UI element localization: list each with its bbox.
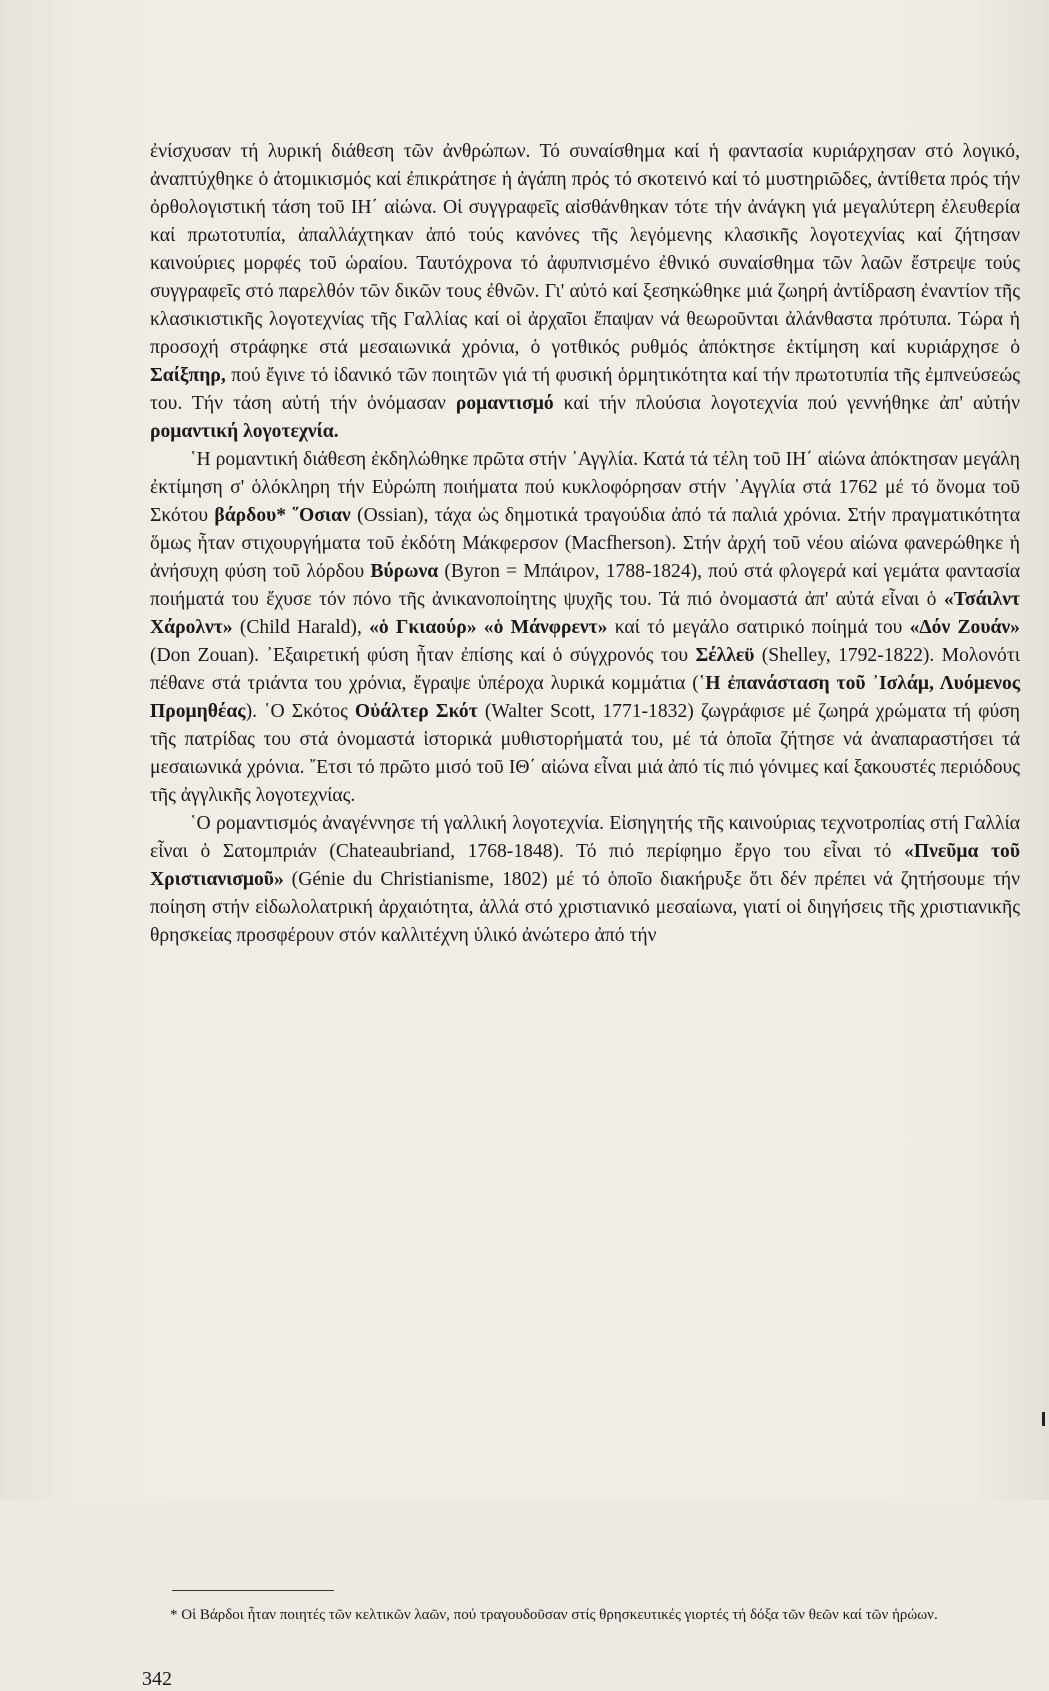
paragraph: [150, 810, 1020, 950]
bold-term: «Τσάιλντ Χάρολντ»: [150, 589, 1020, 638]
text-run: πού ἔγινε τό ἰδανικό τῶν ποιητῶν γιά τή φυσική ὁρμητικότητα καί τήν πρωτοτυπία τῆς ἐμπνεύσεώς του. Τήν τάση αὐτή τήν ὀνόμασαν: [150, 365, 1020, 414]
bold-term: «Πνεῦμα τοῦ Χριστιανισμοῦ»: [150, 841, 1020, 890]
text-run: καί τό μεγάλο σατιρικό ποίημά του: [607, 617, 910, 638]
bold-term: «Δόν Ζουάν»: [909, 617, 1020, 638]
bold-term: Σαίξπηρ,: [150, 365, 226, 386]
paragraph: [150, 446, 1020, 810]
text-run: [477, 617, 484, 638]
bold-term: ρομαντική λογοτεχνία.: [150, 421, 339, 442]
bold-term: βάρδου* ῞Οσιαν: [214, 505, 351, 526]
text-run: ῾Ο ρομαντισμός ἀναγέννησε τή γαλλική λογοτεχνία. Εἰσηγητής τῆς καινούριας τεχνοτροπίας στή Γαλλία εἶναι ὁ Σατομπριάν (Chateaubriand, 1768-1848). Τό πιό περίφημο ἔργο του εἶναι τό: [150, 813, 1020, 862]
bold-term: Σέλλεϋ: [695, 645, 755, 666]
footnote: * Οἱ Βάρδοι ἦταν ποιητές τῶν κελτικῶν λαῶν, πού τραγουδοῦσαν στίς θρησκευτικές γιορτές τή δόξα τῶν θεῶν καί τῶν ἡρώων.: [170, 1607, 938, 1623]
text-run: (Ossian), τάχα ὡς δημοτικά τραγούδια ἀπό τά παλιά χρόνια. Στήν πραγματικότητα ὅμως ἦταν στιχουργήματα τοῦ ἐκδότη Μάκφερσον (Macfherson). Στήν ἀρχή τοῦ νέου αἰώνα φανερώθηκε ἡ ἀνήσυχη φύση τοῦ λόρδου: [150, 505, 1021, 582]
bold-term: «ὁ Μάνφρεντ»: [483, 617, 608, 638]
bold-term: Οὐάλτερ Σκότ: [354, 701, 478, 722]
text-run: (Shelley, 1792-1822). Μολονότι πέθανε στά τριάντα του χρόνια, ἔγραψε ὑπέροχα λυρικά κομμάτια (: [150, 645, 1020, 694]
bold-term: Βύρωνα: [370, 561, 439, 582]
text-run: (Don Zouan). ᾿Εξαιρετική φύση ἦταν ἐπίσης καί ὁ σύγχρονός του: [150, 645, 696, 666]
bold-term: «ὁ Γκιαούρ»: [369, 617, 477, 638]
main-text: [150, 138, 1020, 950]
bold-term: ῾Η ἐπανάσταση τοῦ ᾿Ισλάμ, Λυόμενος Προμηθέας: [150, 673, 1021, 722]
text-run: (Child Harald),: [232, 617, 370, 638]
page-number: 342: [142, 1668, 172, 1690]
bold-term: ρομαντισμό: [455, 393, 554, 414]
footnote-divider: [172, 1590, 334, 1591]
text-run: (Byron = Μπάιρον, 1788-1824), πού στά φλογερά καί γεμάτα φαντασία ποιήματά του ἔχυσε τόν πόνο τῆς ἀνικανοποίητης ψυχῆς του. Τά πιό ὀνομαστά ἀπ' αὐτά εἶναι ὁ: [150, 561, 1021, 610]
text-run: (Génie du Christianisme, 1802) μέ τό ὁποῖο διακήρυξε ὅτι δέν πρέπει νά ζητήσουμε τήν ποίηση στήν εἰδωλολατρική ἀρχαιότητα, ἀλλά στό χριστιανικό μεσαίωνα, γιατί οἱ διηγήσεις τῆς χριστιανικῆς θρησκείας προσφέρουν στόν καλλιτέχνη ὑλικό ἀνώτερο ἀπό τήν: [150, 869, 1020, 946]
text-run: ῾Η ρομαντική διάθεση ἐκδηλώθηκε πρῶτα στήν ᾿Αγγλία. Κατά τά τέλη τοῦ ΙΗ΄ αἰώνα ἀπόκτησαν μεγάλη ἐκτίμηση σ' ὁλόκληρη τήν Εὐρώπη ποιήματα πού κυκλοφόρησαν στήν ᾿Αγγλία στά 1762 μέ τό ὄνομα τοῦ Σκότου: [150, 449, 1020, 526]
edge-mark: [1042, 1412, 1045, 1426]
text-run: ). ῾Ο Σκότος: [245, 701, 355, 722]
text-run: (Walter Scott, 1771-1832) ζωγράφισε μέ ζωηρά χρώματα τή φύση τῆς πατρίδας του στά ὀνομαστά ἱστορικά μυθιστορήματά του, μέ τά ὁποῖα ζήτησε νά ἀναπαραστήσει τά μεσαιωνικά χρόνια. ῎Ετσι τό πρῶτο μισό τοῦ ΙΘ΄ αἰώνα εἶναι μιά ἀπό τίς πιό γόνιμες καί ξακουστές περιόδους τῆς ἀγγλικῆς λογοτεχνίας.: [150, 701, 1020, 806]
text-run: ἐνίσχυσαν τή λυρική διάθεση τῶν ἀνθρώπων. Τό συναίσθημα καί ἡ φαντασία κυριάρχησαν στό λογικό, ἀναπτύχθηκε ὁ ἀτομικισμός καί ἐπικράτησε ἡ ἀγάπη πρός τό σκοτεινό καί τό μυστηριῶδες, ἀντίθετα πρός τήν ὀρθολογιστική τάση τοῦ ΙΗ΄ αἰώνα. Οἱ συγγραφεῖς αἰσθάνθηκαν τότε τήν ἀνάγκη γιά μεγαλύτερη ἐλευθερία καί πρωτοτυπία, ἀπαλλάχτηκαν ἀπό τούς κανόνες τῆς λεγόμενης κλασικῆς λογοτεχνίας καί ζήτησαν καινούριες μορφές τοῦ ὡραίου. Ταυτόχρονα τό ἀφυπνισμένο ἐθνικό συναίσθημα τῶν λαῶν ἔστρεψε τούς συγγραφεῖς στό παρελθόν τῶν δικῶν τους ἐθνῶν. Γι' αὐτό καί ξεσηκώθηκε μιά ζωηρή ἀντίδραση ἐναντίον τῆς κλασικιστικῆς λογοτεχνίας τῆς Γαλλίας καί οἱ ἀρχαῖοι ἔπαψαν νά θεωροῦνται ἀλάνθαστα πρότυπα. Τώρα ἡ προσοχή στράφηκε στά μεσαιωνικά χρόνια, ὁ γοτθικός ρυθμός ἀπόκτησε ἐκτίμηση καί κυριάρχησε ὁ: [150, 141, 1020, 358]
text-run: καί τήν πλούσια λογοτεχνία πού γεννήθηκε ἀπ' αὐτήν: [553, 393, 1020, 414]
paragraph: [150, 138, 1020, 446]
